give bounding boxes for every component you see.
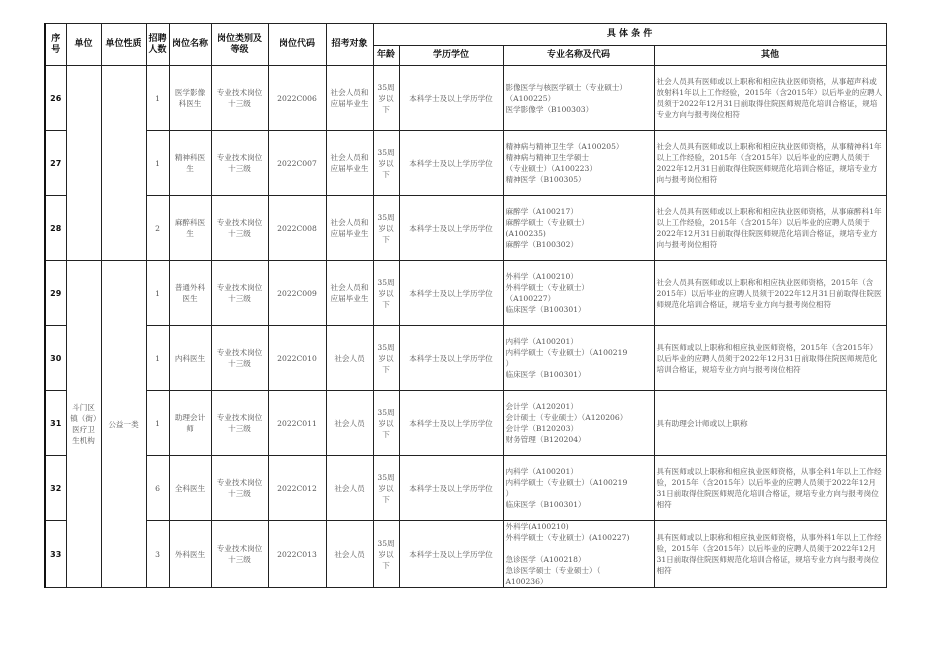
table-row xyxy=(45,196,886,261)
cell-post-code: 2022C011 xyxy=(268,391,326,456)
header-unit: 单位 xyxy=(66,24,101,66)
cell-age: 35周岁以下 xyxy=(373,66,399,131)
cell-education: 本科学士及以上学历学位 xyxy=(399,261,503,326)
cell-major: 会计学（A120201） 会计硕士（专业硕士）（A120206） 会计学（B120203） 财务管理（B120204） xyxy=(503,391,654,456)
cell-major: 内科学（A100201） 内科学硕士（专业硕士）（A100219 ） 临床医学（B100301） xyxy=(503,326,654,391)
cell-count: 1 xyxy=(146,391,169,456)
cell-other: 具有助理会计师或以上职称 xyxy=(654,391,886,456)
cell-count: 1 xyxy=(146,66,169,131)
cell-other: 具有医师或以上职称和相应执业医师资格，从事外科1年以上工作经验，2015年（含2015年）以后毕业的应聘人员须于2022年12月31日前取得住院医师规范化培训合格证，规培专业方向与报考岗位相符 xyxy=(654,521,886,588)
table-row xyxy=(45,326,886,391)
cell-education: 本科学士及以上学历学位 xyxy=(399,326,503,391)
cell-target: 社会人员 xyxy=(326,456,373,521)
cell-seq: 26 xyxy=(45,66,66,131)
cell-unit xyxy=(66,66,101,261)
cell-post-name: 外科医生 xyxy=(169,521,211,588)
cell-age: 35周岁以下 xyxy=(373,196,399,261)
cell-target: 社会人员和应届毕业生 xyxy=(326,66,373,131)
cell-age: 35周岁以下 xyxy=(373,261,399,326)
cell-target: 社会人员和应届毕业生 xyxy=(326,261,373,326)
cell-major: 外科学(A100210) 外科学硕士（专业硕士）(A100227) 急诊医学（A100218） 急诊医学硕士（专业硕士）（ A100236） xyxy=(503,521,654,588)
cell-post-category: 专业技术岗位十三级 xyxy=(211,131,268,196)
header-conditions: 具 体 条 件 xyxy=(373,24,886,46)
header-post-code: 岗位代码 xyxy=(268,24,326,66)
cell-other: 社会人员具有医师或以上职称和相应执业医师资格，2015年（含2015年）以后毕业的应聘人员须于2022年12月31日前取得住院医师规范化培训合格证，规培专业方向与报考岗位相符 xyxy=(654,261,886,326)
cell-education: 本科学士及以上学历学位 xyxy=(399,521,503,588)
table-row xyxy=(45,521,886,588)
cell-seq: 28 xyxy=(45,196,66,261)
header-age: 年龄 xyxy=(373,46,399,66)
cell-count: 1 xyxy=(146,131,169,196)
cell-education: 本科学士及以上学历学位 xyxy=(399,131,503,196)
cell-education: 本科学士及以上学历学位 xyxy=(399,391,503,456)
header-target: 招考对象 xyxy=(326,24,373,66)
cell-other: 社会人员具有医师或以上职称和相应执业医师资格，从事超声科或放射科1年以上工作经验，2015年（含2015年）以后毕业的应聘人员须于2022年12月31日前取得住院医师规范化培训合格证，规培专业方向与报考岗位相符 xyxy=(654,66,886,131)
cell-post-category: 专业技术岗位十三级 xyxy=(211,66,268,131)
cell-post-code: 2022C006 xyxy=(268,66,326,131)
cell-unit-type xyxy=(101,66,146,261)
cell-other: 社会人员具有医师或以上职称和相应执业医师资格，从事麻醉科1年以上工作经验，2015年（含2015年）以后毕业的应聘人员须于2022年12月31日前取得住院医师规范化培训合格证，规培专业方向与报考岗位相符 xyxy=(654,196,886,261)
cell-unit-type: 公益一类 xyxy=(101,261,146,588)
cell-post-name: 全科医生 xyxy=(169,456,211,521)
cell-post-code: 2022C010 xyxy=(268,326,326,391)
cell-post-category: 专业技术岗位十三级 xyxy=(211,521,268,588)
cell-other: 社会人员具有医师或以上职称和相应执业医师资格，从事精神科1年以上工作经验，2015年（含2015年）以后毕业的应聘人员须于2022年12月31日前取得住院医师规范化培训合格证，规培专业方向与报考岗位相符 xyxy=(654,131,886,196)
cell-age: 35周岁以下 xyxy=(373,326,399,391)
cell-post-name: 麻醉科医生 xyxy=(169,196,211,261)
cell-post-category: 专业技术岗位十三级 xyxy=(211,326,268,391)
cell-education: 本科学士及以上学历学位 xyxy=(399,196,503,261)
cell-post-category: 专业技术岗位十三级 xyxy=(211,391,268,456)
cell-post-category: 专业技术岗位十三级 xyxy=(211,456,268,521)
cell-target: 社会人员和应届毕业生 xyxy=(326,196,373,261)
table-row xyxy=(45,391,886,456)
table-row xyxy=(45,456,886,521)
cell-post-name: 内科医生 xyxy=(169,326,211,391)
cell-count: 1 xyxy=(146,326,169,391)
cell-post-name: 普通外科医生 xyxy=(169,261,211,326)
cell-post-code: 2022C009 xyxy=(268,261,326,326)
cell-post-name: 精神科医生 xyxy=(169,131,211,196)
cell-seq: 33 xyxy=(45,521,66,588)
cell-post-code: 2022C008 xyxy=(268,196,326,261)
cell-post-category: 专业技术岗位十三级 xyxy=(211,261,268,326)
cell-count: 3 xyxy=(146,521,169,588)
recruitment-table xyxy=(44,23,887,588)
cell-age: 35周岁以下 xyxy=(373,456,399,521)
cell-target: 社会人员 xyxy=(326,391,373,456)
table-row xyxy=(45,66,886,131)
cell-post-name: 医学影像科医生 xyxy=(169,66,211,131)
cell-education: 本科学士及以上学历学位 xyxy=(399,66,503,131)
header-major: 专业名称及代码 xyxy=(503,46,654,66)
cell-age: 35周岁以下 xyxy=(373,391,399,456)
header-education: 学历学位 xyxy=(399,46,503,66)
cell-post-code: 2022C013 xyxy=(268,521,326,588)
cell-count: 1 xyxy=(146,261,169,326)
cell-post-name: 助理会计师 xyxy=(169,391,211,456)
header-count: 招聘人数 xyxy=(146,24,169,66)
cell-target: 社会人员和应届毕业生 xyxy=(326,131,373,196)
cell-post-code: 2022C012 xyxy=(268,456,326,521)
cell-target: 社会人员 xyxy=(326,326,373,391)
header-seq: 序号 xyxy=(45,24,66,66)
cell-seq: 32 xyxy=(45,456,66,521)
cell-unit: 斗门区镇（街）医疗卫生机构 xyxy=(66,261,101,588)
header-post-category: 岗位类别及等级 xyxy=(211,24,268,66)
cell-major: 影像医学与核医学硕士（专业硕士） （A100225） 医学影像学（B100303） xyxy=(503,66,654,131)
header-post-name: 岗位名称 xyxy=(169,24,211,66)
cell-seq: 31 xyxy=(45,391,66,456)
cell-major: 外科学（A100210） 外科学硕士（专业硕士） （A100227） 临床医学（B100301） xyxy=(503,261,654,326)
cell-major: 精神病与精神卫生学（A100205） 精神病与精神卫生学硕士 （专业硕士）（A100223） 精神医学（B100305） xyxy=(503,131,654,196)
cell-other: 具有医师或以上职称和相应执业医师资格，从事全科1年以上工作经验，2015年（含2015年）以后毕业的应聘人员须于2022年12月31日前取得住院医师规范化培训合格证，规培专业方向与报考岗位相符 xyxy=(654,456,886,521)
cell-education: 本科学士及以上学历学位 xyxy=(399,456,503,521)
cell-other: 具有医师或以上职称和相应执业医师资格，2015年（含2015年）以后毕业的应聘人员须于2022年12月31日前取得住院医师规范化培训合格证，规培专业方向与报考岗位相符 xyxy=(654,326,886,391)
header-other: 其他 xyxy=(654,46,886,66)
cell-major: 内科学（A100201） 内科学硕士（专业硕士）（A100219 ） 临床医学（B100301） xyxy=(503,456,654,521)
table-row xyxy=(45,261,886,326)
cell-seq: 27 xyxy=(45,131,66,196)
cell-seq: 30 xyxy=(45,326,66,391)
table-row xyxy=(45,131,886,196)
cell-count: 6 xyxy=(146,456,169,521)
cell-major: 麻醉学（A100217） 麻醉学硕士（专业硕士） (A100235) 麻醉学（B100302） xyxy=(503,196,654,261)
cell-target: 社会人员 xyxy=(326,521,373,588)
cell-post-category: 专业技术岗位十三级 xyxy=(211,196,268,261)
cell-post-code: 2022C007 xyxy=(268,131,326,196)
cell-count: 2 xyxy=(146,196,169,261)
cell-seq: 29 xyxy=(45,261,66,326)
cell-age: 35周岁以下 xyxy=(373,521,399,588)
cell-age: 35周岁以下 xyxy=(373,131,399,196)
header-unit-type: 单位性质 xyxy=(101,24,146,66)
